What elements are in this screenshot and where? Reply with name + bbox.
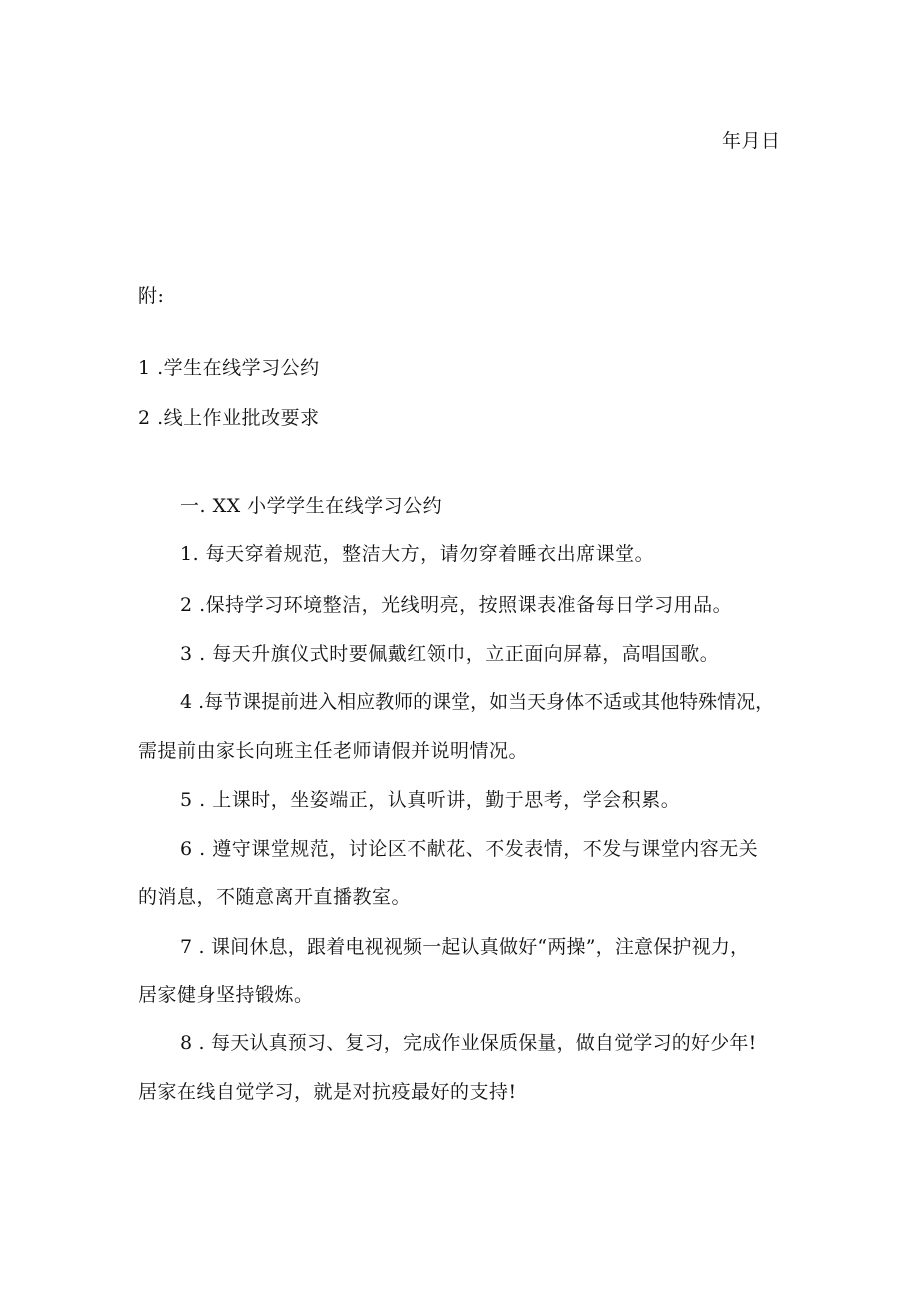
rule-3-line-1: 3 . 每天升旗仪式时要佩戴红领巾，立正面向屏幕，高唱国歌。 (180, 643, 720, 665)
rule-1-line-1: 1. 每天穿着规范，整洁大方，请勿穿着睡衣出席课堂。 (180, 543, 655, 565)
rule-8-line-1: 8 . 每天认真预习、复习，完成作业保质保量，做自觉学习的好少年! (180, 1032, 757, 1054)
date-line: 年月日 (722, 130, 781, 152)
rule-6-line-1: 6 . 遵守课堂规范，讨论区不献花、不发表情，不发与课堂内容无关 (180, 838, 759, 860)
attachment-label: 附: (138, 285, 165, 307)
rule-4-line-2: 需提前由家长向班主任老师请假并说明情况。 (138, 740, 529, 762)
rule-8-line-2: 居家在线自觉学习，就是对抗疫最好的支持! (138, 1081, 517, 1103)
rule-6-line-2: 的消息，不随意离开直播教室。 (138, 886, 412, 908)
rule-5-line-1: 5 . 上课时，坐姿端正，认真听讲，勤于思考，学会积累。 (180, 789, 681, 811)
rule-7-line-2: 居家健身坚持锻炼。 (138, 984, 314, 1006)
rule-7-line-1: 7 . 课间休息，跟着电视视频一起认真做好“两操”，注意保护视力， (180, 936, 750, 958)
attachment-item: 2 .线上作业批改要求 (138, 407, 320, 429)
rule-4-line-1: 4 .每节课提前进入相应教师的课堂，如当天身体不适或其他特殊情况， (180, 691, 775, 713)
attachment-item: 1 .学生在线学习公约 (138, 357, 320, 379)
rule-2-line-1: 2 .保持学习环境整洁，光线明亮，按照课表准备每日学习用品。 (180, 594, 733, 616)
section-title: 一. XX 小学学生在线学习公约 (180, 495, 443, 517)
